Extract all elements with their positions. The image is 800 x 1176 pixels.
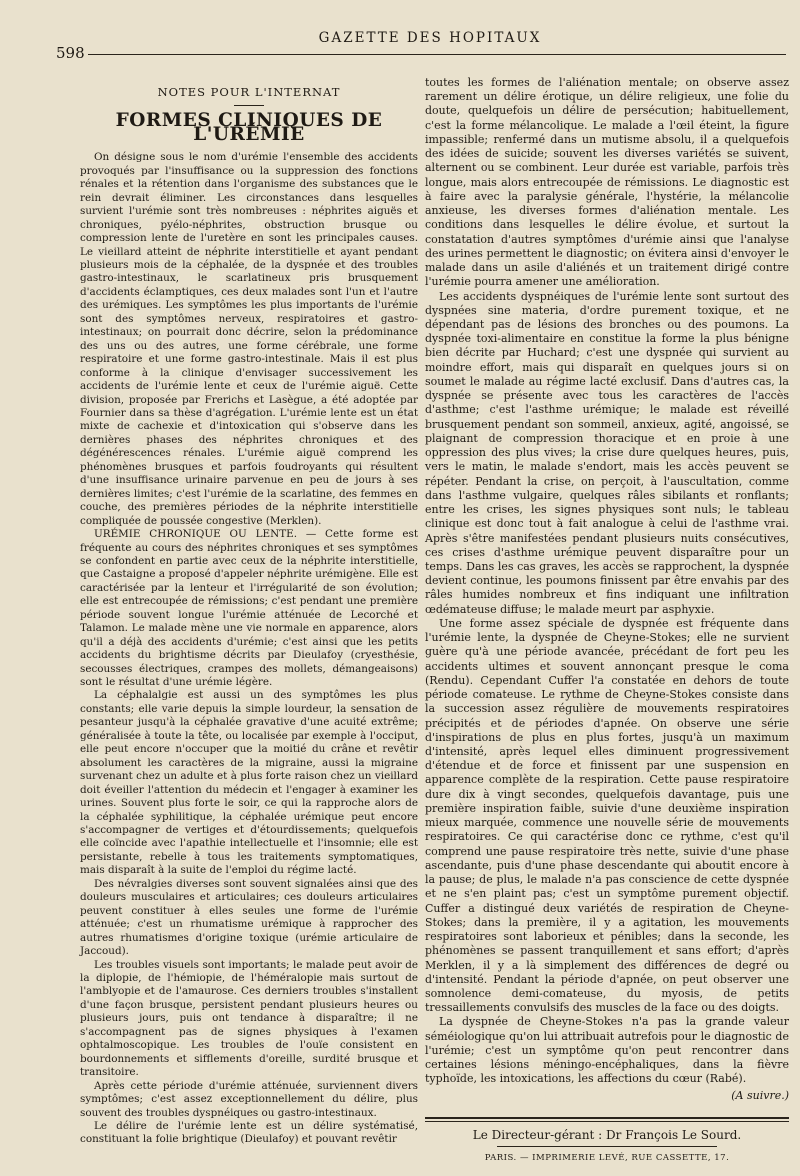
paragraph: La céphalalgie est aussi un des symptômes les plus constants; elle varie depuis la simple lourdeur, la sensation de pesanteur jusqu'à la céphalée gravative d'une acuité extrême; généralisée à toute la tête, ou localisée par exemple à l'occiput, elle peut encore n'occuper que la moitié du crâne et revêtir absolument les caractères de la migraine, aussi la migraine survenant chez un adulte et à plus forte raison chez un vieillard doit éveiller l'attention du médecin et l'engager à examiner les urines. Souvent plus forte le soir, ce qui la rapproche alors de la céphalée syphilitique, la céphalée urémique peut encore s'accompagner de vertiges et d'étourdissements; quelquefois elle coïncide avec l'apathie intellectuelle et l'insomnie; elle est persistante, rebelle à tous les traitements symptomatiques, mais disparaît à la suite de l'emploi du régime lacté.: [80, 689, 418, 877]
page-number: 598: [56, 44, 85, 62]
paragraph: Une forme assez spéciale de dyspnée est fréquente dans l'urémie lente, la dyspnée de Cheyne-Stokes; elle ne survient guère qu'à une période avancée, précédant de fort peu les accidents ultimes et souvent annonçant presque le coma (Rendu). Cependant Cuffer l'a constatée en dehors de toute période comateuse. Le rythme de Cheyne-Stokes consiste dans la succession assez régulière de mouvements respiratoires précipités et de périodes d'apnée. On observe une série d'inspirations de plus en plus fortes, jusqu'à un maximum d'intensité, après lequel elles diminuent progressivement d'étendue et de force et finissent par une suspension en apparence complète de la respiration. Cette pause respiratoire dure dix à vingt secondes, quelquefois davantage, puis une première inspiration faible, suivie d'une deuxième inspiration mieux marquée, commence une nouvelle série de mouvements respiratoires. Ce qui caractérise donc ce rythme, c'est qu'il comprend une pause respiratoire très nette, suivie d'une phase ascendante, puis d'une phase descendante qui aboutit encore à la pause; de plus, le malade n'a pas conscience de cette dyspnée et ne s'en plaint pas; c'est un symptôme purement objectif. Cuffer a distingué deux variétés de respiration de Cheyne-Stokes; dans la première, il y a agitation, les mouvements respiratoires sont laborieux et pénibles; dans la seconde, les phénomènes se passent tranquillement et sans effort; d'après Merklen, il y a là simplement des différences de degré ou d'intensité. Pendant la période d'apnée, on peut observer une somnolence demi-comateuse, du myosis, de petits tressaillements convulsifs des muscles de la face ou des doigts.: [425, 616, 789, 1015]
section-label: NOTES POUR L'INTERNAT: [157, 85, 341, 99]
section-divider: [234, 105, 264, 106]
running-head: GAZETTE DES HOPITAUX: [318, 30, 542, 46]
paragraph: toutes les formes de l'aliénation mentale; on observe assez rarement un délire érotique, un délire religieux, une folie du doute, quelquefois un délire de persécution; habituellement, c'est la forme mélancolique. Le malade a l'œil éteint, la figure impassible; renfermé dans un mutisme absolu, il a quelquefois des idées de suicide; souvent les diverses variétés se suivent, alternent ou se combinent. Leur durée est variable, parfois très longue, mais alors entrecoupée de rémissions. Le diagnostic est à faire avec la paralysie générale, l'hystérie, la mélancolie anxieuse, les diverses formes d'aliénation mentale. Les conditions dans lesquelles le délire évolue, et surtout la constatation d'autres symptômes d'urémie ainsi que l'analyse des urines permettent le diagnostic; on évitera ainsi d'envoyer le malade dans un asile d'aliénés et un traitement dirigé contre l'urémie pourra amener une amélioration.: [425, 76, 789, 289]
paragraph: On désigne sous le nom d'urémie l'ensemble des accidents provoqués par l'insuffisance ou la suppression des fonctions rénales et la rétention dans l'organisme des substances que le rein devrait éliminer. Les circonstances dans lesquelles survient l'urémie sont très nombreuses : néphrites aiguës et chroniques, pyélo-néphrites, obstruction brusque ou compression lente de l'uretère en sont les principales causes. Le vieillard atteint de néphrite interstitielle et ayant pendant plusieurs mois de la céphalée, de la dyspnée et des troubles gastro-intestinaux, le scarlatineux pris brusquement d'accidents éclamptiques, ces deux malades sont l'un et l'autre des urémiques. Les symptômes les plus importants de l'urémie sont des symptômes nerveux, respiratoires et gastro-intestinaux; on pourrait donc décrire, selon la prédominance des uns ou des autres, une forme cérébrale, une forme respiratoire et une forme gastro-intestinale. Mais il est plus conforme à la clinique d'envisager successivement les accidents de l'urémie lente et ceux de l'urémie aiguë. Cette division, proposée par Frerichs et Lasègue, a été adoptée par Fournier dans sa thèse d'agrégation. L'urémie lente est un état mixte de cachexie et d'intoxication qui s'observe dans les dernières phases des néphrites chroniques et des dégénérescences rénales. L'urémie aiguë comprend les phénomènes brusques et parfois foudroyants qui résultent d'une insuffisance urinaire parvenue en peu de jours à ses dernières limites; c'est l'urémie de la scarlatine, des femmes en couche, des premières périodes de la néphrite interstitielle compliquée de poussée congestive (Merklen).: [80, 151, 418, 527]
paragraph: La dyspnée de Cheyne-Stokes n'a pas la grande valeur séméiologique qu'on lui attribuait autrefois pour le diagnostic de l'urémie; c'est un symptôme qu'on peut rencontrer dans certaines lésions méningo-encéphaliques, dans la fièvre typhoïde, les intoxications, les affections du cœur (Rabé).: [425, 1015, 789, 1086]
to-be-continued: (A suivre.): [731, 1088, 789, 1102]
right-column: [425, 76, 789, 1165]
article-title: FORMES CLINIQUES DE L'URÉMIE: [115, 110, 383, 145]
paragraph: Le délire de l'urémie lente est un délire systématisé, constituant la folie brightique (Dieulafoy) et pouvant revêtir: [80, 1119, 418, 1146]
director-line: Le Directeur-gérant : Dr François Le Sourd.: [472, 1127, 742, 1142]
left-column: [80, 76, 418, 1147]
paragraph: Des névralgies diverses sont souvent signalées ainsi que des douleurs musculaires et articulaires; ces douleurs articulaires peuvent constituer à elles seules une forme de l'urémie atténuée; c'est un rhumatisme urémique à rapprocher des autres rhumatismes d'origine toxique (urémie articulaire de Jaccoud).: [80, 877, 418, 958]
paragraph: Les troubles visuels sont importants; le malade peut avoir de la diplopie, de l'hémiopie, de l'héméralopie mais surtout de l'amblyopie et de l'amaurose. Ces derniers troubles s'installent d'une façon brusque, persistent pendant plusieurs heures ou plusieurs jours, puis ont tendance à disparaître; il ne s'accompagnent pas de signes physiques à l'examen ophtalmoscopique. Les troubles de l'ouïe consistent en bourdonnements et sifflements d'oreille, surdité brusque et transitoire.: [80, 958, 418, 1079]
paragraph: URÉMIE CHRONIQUE OU LENTE. — Cette forme est fréquente au cours des néphrites chroniques et ses symptômes se confondent en partie avec ceux de la néphrite interstitielle, que Castaigne a proposé d'appeler néphrite urémigène. Elle est caractérisée par la lenteur et l'irrégularité de son évolution; elle est entrecoupée de rémissions; c'est pendant une première période souvent longue l'urémie atténuée de Lecorché et Talamon. Le malade mène une vie normale en apparence, alors qu'il a déjà des accidents d'urémie; c'est ainsi que les petits accidents du brightisme décrits par Dieulafoy (cryesthésie, secousses électriques, crampes des mollets, démangeaisons) sont le résultat d'une urémie légère.: [80, 528, 418, 689]
header-rule: [88, 54, 786, 55]
paragraph: Les accidents dyspnéiques de l'urémie lente sont surtout des dyspnées sine materia, d'ordre purement toxique, et ne dépendant pas de lésions des bronches ou des poumons. La dyspnée toxi-alimentaire en constitue la forme la plus bénigne bien décrite par Huchard; c'est une dyspnée qui survient au moindre effort, mais qui disparaît en quelques jours si on soumet le malade au régime lacté exclusif. Dans d'autres cas, la dyspnée se présente avec tous les caractères de l'accès d'asthme; c'est l'asthme urémique; le malade est réveillé brusquement pendant son sommeil, anxieux, agité, angoissé, se plaignant de compression thoracique et en proie à une oppression des plus vives; la crise dure quelques heures, puis, vers le matin, le malade s'endort, mais les accès peuvent se répéter. Pendant la crise, on perçoit, à l'auscultation, comme dans l'asthme vulgaire, quelques râles sibilants et ronflants; entre les crises, les signes physiques sont nuls; le tableau clinique est donc tout à fait analogue à celui de l'asthme vrai. Après s'être manifestées pendant plusieurs nuits consécutives, ces crises d'asthme urémique peuvent disparaître pour un temps. Dans les cas graves, les accès se rapprochent, la dyspnée devient continue, les poumons finissent par être envahis par des râles humides nombreux et fins indiquant une infiltration œdémateuse diffuse; le malade meurt par asphyxie.: [425, 289, 789, 616]
footer-rule-thin: [425, 1121, 789, 1122]
paragraph: Après cette période d'urémie atténuée, surviennent divers symptômes; c'est assez exceptionnellement du délire, plus souvent des troubles dyspnéiques ou gastro-intestinaux.: [80, 1079, 418, 1119]
printer-rule: [497, 1146, 717, 1147]
footer-rule-thick: [425, 1117, 789, 1119]
printer-line: PARIS. — IMPRIMERIE LEVÉ, RUE CASSETTE, 17.: [484, 1153, 730, 1164]
